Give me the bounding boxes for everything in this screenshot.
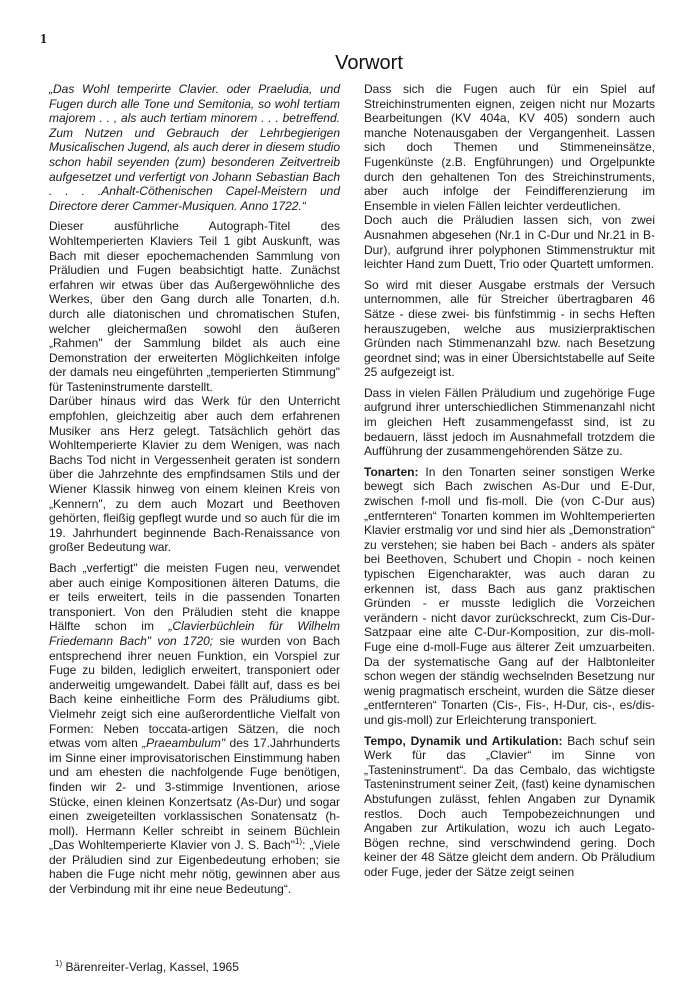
- footnote-reference[interactable]: 1): [294, 837, 303, 847]
- text-run: Bach „verfertigt" die meisten Fugen neu, verwendet aber auch einige Kompositionen älteren Datums, die er teils erweitert, teils in die passenden Tonarten transponiert. Von den Präludien steht die knappe Hälfte schon im: [49, 561, 340, 634]
- text-run: : „Viele der Präludien sind zur Eigenbedeutung erhoben; sie haben die Fuge nicht mehr nötig, gewinnen aber aus der Verbindung mit ihr eine neue Bedeutung“.: [49, 838, 340, 897]
- page-title: Vorwort: [335, 52, 403, 74]
- text-run: In den Tonarten seiner sonstigen Werke bewegt sich Bach zwischen As-Dur und E-Dur, zwischen f-moll und fis-moll. Die (von C-Dur aus) „entfernteren“ Tonarten kommen im Wohltemperierten Klavier erstmalig vor und sind hier als „Demonstration“ zu verstehen; sie haben bei Bach - anders als später bei Beethoven, Schubert und Chopin - noch keinen typischen Eigencharakter, was auch daran zu erkennen ist, dass Bach aus ganz praktischen Gründen - er musste lediglich die Vorzeichen verändern - nicht davor zurückschreckt, zum Cis-Dur-Satzpaar eine alte C-Dur-Komposition, zur dis-moll-Fuge eine d-moll-Fuge aus älterer Zeit umzuarbeiten. Da der systematische Gang auf der Halbtonleiter schon wegen der ständig wechselnden Besetzung nur wenig pragmatisch erscheint, wurden die Sätze dieser „entfernteren“ Tonarten (Cis-, Fis-, H-Dur, cis-, es/dis- und gis-moll) zur Erleichterung transponiert.: [364, 464, 655, 727]
- text-run: Bach schuf sein Werk für das „Clavier“ im Sinne von „Tasteninstrument“. Da das Cembalo, das wichtigste Tasteninstrument seiner Zeit, (fast) keine dynamischen Abstufungen zulässt, fehlen Angaben zur Dynamik restlos. Doch auch Tempobezeichnungen und Angaben zur Artikulation, wozu ich auch Legato-Bögen rechne, sind verschwindend gering. Doch keiner der 48 Sätze gleicht dem andern. Ob Präludium oder Fuge, jeder der Sätze zeigt seinen: [364, 733, 655, 879]
- page-number: 1: [40, 32, 47, 47]
- paragraph: Dass sich die Fugen auch für ein Spiel auf Streichinstrumenten eignen, zeigen nicht nur Mozarts Bearbeitungen (KV 404a, KV 405) sondern auch manche Notenausgaben der Vergangenheit. Lassen sich doch Themen und Stimmeneinsätze, Fugenkünste (z.B. Engführungen) und Orgelpunkte durch den gehaltenen Ton des Streichinstruments, aber auch infolge der Feindifferenzierung im Ensemble in vielen Fällen leichter verdeutlichen.: [364, 82, 655, 213]
- paragraph: [364, 465, 655, 728]
- paragraph: Doch auch die Präludien lassen sich, von zwei Ausnahmen abgesehen (Nr.1 in C-Dur und Nr.21 in B-Dur), aufgrund ihrer polyphonen Stimmenstruktur mit leichter Hand zum Duett, Trio oder Quartett umformen.: [364, 213, 655, 272]
- footnote-marker: 1): [55, 959, 63, 968]
- paragraph: Darüber hinaus wird das Werk für den Unterricht empfohlen, gleichzeitig aber auch dem erfahrenen Musiker ans Herz gelegt. Tatsächlich gehört das Wohltemperierte Klavier zu dem Wenigen, was nach Bachs Tod nicht in Vergessenheit geraten ist sondern über die Jahrzehnte des empfindsamen Stils und der Wiener Klassik hinweg von einem kleinen Kreis von „Kennern", zu dem auch Mozart und Beethoven gehörten, fleißig gepflegt wurde und so auch für die im 19. Jahrhundert beginnende Bach-Renaissance von großer Bedeutung war.: [49, 394, 340, 555]
- italic-citation: „Clavierbüchlein für Wilhelm Friedemann Bach" von 1720;: [49, 619, 340, 648]
- paragraph: [49, 561, 340, 897]
- text-run: des 17.Jahrhunderts im Sinne einer improvisatorischen Einstimmung haben und am ehesten die nachfolgende Fuge benötigen, finden wir 2- und 3-stimmige Inventionen, ariose Stücke, einen kleinen Konzertsatz (As-Dur) und sogar einen zweigeteilten vorklassischen Sonatensatz (h-moll). Hermann Keller schreibt in seinem Büchlein „Das Wohltemperierte Klavier von J. S. Bach": [49, 736, 340, 853]
- left-column: [49, 82, 340, 903]
- text-run: sie wurden von Bach entsprechend ihrer neuen Funktion, ein Vorspiel zur Fuge zu bilden, lediglich erweitert, transponiert oder anderweitig umgewandelt. Dabei fällt auf, dass es bei Bach keine einheitliche Form des Präludiums gibt. Vielmehr zeigt sich eine außerordentliche Vielfalt von Formen: Neben toccata-artigen Sätzen, die noch etwas vom alten: [49, 633, 340, 751]
- right-column: [364, 82, 655, 885]
- paragraph: Dieser ausführliche Autograph-Titel des Wohltemperierten Klaviers Teil 1 gibt Auskunft, was Bach mit dieser epochemachenden Sammlung von Präludien und Fugen beabsichtigt hatte. Zunächst erfahren wir etwas über das Außergewöhnliche des Werkes, über den Gang durch alle Tonarten, d.h. durch alle diatonischen und chromatischen Stufen, welcher gleichermaßen sowohl den äußeren „Rahmen" der Sammlung bildet als auch eine Demonstration der erweiterten Möglichkeiten infolge der damals neu eingeführten „temperierten Stimmung" für Tasteninstrumente darstellt.: [49, 219, 340, 394]
- title-quote: „Das Wohl temperirte Clavier. oder Praeludia, und Fugen durch alle Tone und Semitonia, so wohl tertiam majorem . . , als auch tertiam minorem . . . betreffend. Zum Nutzen und Gebrauch der Lehrbegierigen Musicalischen Jugend, als auch derer in diesem studio schon habil seyenden (zum) besonderen Zeitvertreib aufgesetzet und verfertigt von Johann Sebastian Bach . . . .Anhalt-Cöthenischen Capel-Meistern und Directore derer Cammer-Musiquen. Anno 1722.“: [49, 82, 340, 213]
- italic-term: „Praeambulum": [142, 736, 226, 751]
- section-heading: Tonarten:: [364, 464, 419, 479]
- section-heading: Tempo, Dynamik und Artikulation:: [364, 733, 563, 748]
- paragraph: [364, 734, 655, 880]
- footnote: [55, 960, 239, 974]
- paragraph: So wird mit dieser Ausgabe erstmals der Versuch unternommen, alle für Streicher übertragbaren 46 Sätze - diese zwei- bis fünfstimmig - in sechs Heften herauszugeben, welche aus musizierpraktischen Gründen nach Stimmenanzahl bzw. nach Besetzung geordnet sind; was in einer Übersichtstabelle auf Seite 25 aufgezeigt ist.: [364, 277, 655, 380]
- footnote-text: Bärenreiter-Verlag, Kassel, 1965: [62, 960, 239, 974]
- paragraph: Dass in vielen Fällen Präludium und zugehörige Fuge aufgrund ihrer unterschiedlichen Stimmenanzahl nicht im gleichen Heft zusammengefasst sind, ist zu bedauern, lässt jedoch im Ausnahmefall trotzdem die Aufführung der zusammengehörenden Sätze zu.: [364, 385, 655, 459]
